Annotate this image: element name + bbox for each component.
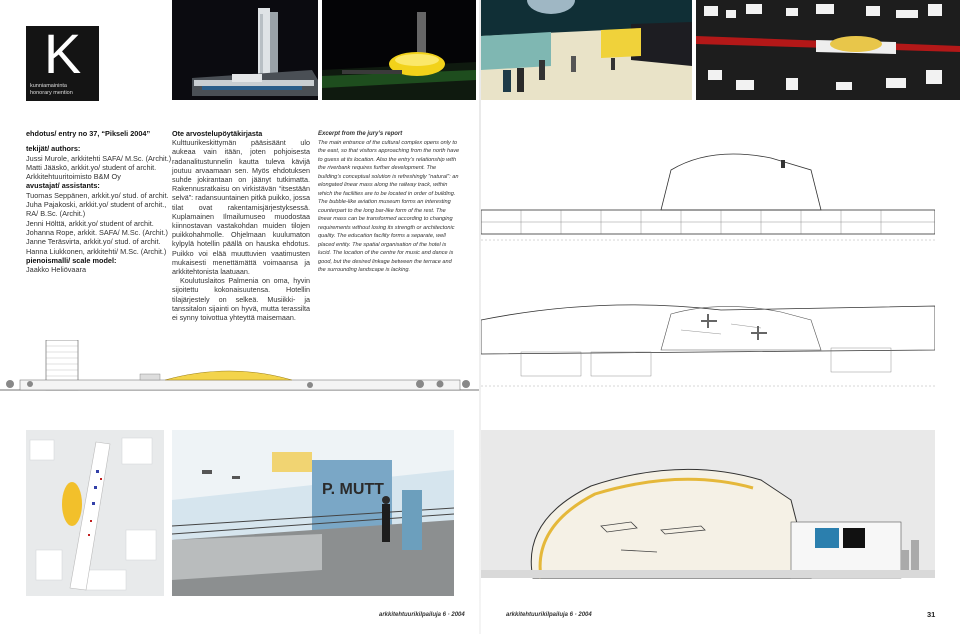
assistant-line: RA/ B.Sc. (Archit.): [26, 209, 86, 219]
scale-model-photo: [26, 430, 164, 596]
jury-fi-paragraph: Koulutuslaitos Palmenia on oma, hyvin sijoitettu kokonaisuutensa. Hotellin tilajärjestely on selkeä. Musiikki- ja tanssitalon sijainti on hyvä, mutta terassilta ei synny toivottua yhteyttä maisemaan.: [172, 276, 310, 323]
aviation-museum-night-render: [322, 0, 476, 100]
jury-report-finnish: [172, 129, 310, 322]
footer-right: arkkitehtuurikilpailuja 6 · 2004: [506, 612, 592, 618]
jury-fi-paragraph: Kulttuurikeskittymän pääsisäänt ulo aukeaa vain itään, joten pohjoisesta radanalitustunnelin kautta tuleva kävijä joutuu arvaamaan sen. Myös ehdotuksen suhde jokirantaan on jäänyt tutkimatta. Rakennusratkaisu on virkistävän “itsestään selvä”: radansuuntainen pitkä puikko, jossa tilat ovat rakentamisjärjestyksessä. Kuplamainen Ilmailumuseo muodostaa kiinnostavan vastakohdan muiden tilojen puikkohahmolle. Ohjelmaan kuulumaton kylpylä hotellin päällä on hauska ehdotus. Puikko voi elää muuttuvien vaatimusten mukaisesti menettämättä voimaansa ja arkkitehtonista laatuaan.: [172, 138, 310, 277]
model-maker: Jaakko Heliövaara: [26, 265, 87, 275]
entry-title: ehdotus/ entry no 37, “Pikseli 2004”: [26, 129, 151, 138]
poster-sign-text: P. MUTT: [322, 481, 384, 498]
footer-left: arkkitehtuurikilpailuja 6 · 2004: [379, 612, 465, 618]
jury-report-english: [318, 130, 460, 275]
assistant-line: Hanna Liukkonen, arkkitehti/ M.Sc. (Archit.): [26, 246, 167, 256]
page-number: 31: [927, 610, 936, 619]
authors-label: tekijät/ authors:: [26, 144, 81, 154]
assistant-line: Jenni Hölttä, arkkit.yo/ student of archit.: [26, 218, 154, 228]
assistant-line: Tuomas Seppänen, arkkit.yo/ stud. of archit.: [26, 190, 169, 200]
interior-hall-render: [481, 0, 692, 100]
jury-en-heading: Excerpt from the jury’s report: [318, 131, 403, 137]
assistant-line: Johanna Rope, arkkit. SAFA/ M.Sc. (Archit.): [26, 227, 168, 237]
long-elevation-drawing: [0, 340, 479, 396]
entry-credits: [26, 129, 172, 275]
upper-floor-plan: [481, 290, 935, 394]
tower-model-render: [172, 0, 318, 100]
badge-letter: K: [43, 22, 82, 85]
assistant-line: Juha Pajakoski, arkkit.yo/ student of archit.,: [26, 200, 167, 210]
author-line: Jussi Murole, arkkitehti SAFA/ M.Sc. (Archit.): [26, 153, 172, 163]
author-line: Arkkitehtuuritoimisto B&M Oy: [26, 172, 121, 182]
ground-floor-plan: [481, 140, 935, 248]
aviation-museum-section: [481, 430, 935, 596]
badge-caption-en: honorary mention: [30, 90, 73, 96]
terrace-perspective-render: [172, 430, 454, 596]
jury-fi-heading: Ote arvostelupöytäkirjasta: [172, 129, 263, 138]
author-line: Matti Jääskö, arkkit.yo/ student of archit.: [26, 162, 157, 172]
badge-caption: [30, 83, 73, 97]
honorary-mention-badge: [26, 22, 99, 101]
badge-caption-fi: kunniamaininta: [30, 83, 67, 89]
jury-en-text: The main entrance of the cultural complex opens only to the east, so that visitors approaching from the north have to guess at its location. Also the entry’s relationship with the riverbank requires further development. The building’s conceptual solution is refreshingly “natural”: an elongated linear mass along the railway track, within which the facilities are to be located in order of building. The bubble-like aviation museum forms an interesting counterpart to the long bar-like form of the rest. The linear mass can be transformed according to changing requirements without losing its strength or architectonic quality. The education facility forms a separate, well placed entity. The spatial organisation of the hotel is lucid. The location of the centre for music and dance is good, but the desired linkage between the terrace and the surrounding landscape is lacking.: [318, 139, 460, 273]
assistant-line: Janne Teräsvirta, arkkit.yo/ stud. of archit.: [26, 237, 161, 247]
assistants-label: avustajat/ assistants:: [26, 181, 100, 191]
site-aerial-plan: [696, 0, 960, 100]
model-label: pienoismalli/ scale model:: [26, 255, 117, 265]
